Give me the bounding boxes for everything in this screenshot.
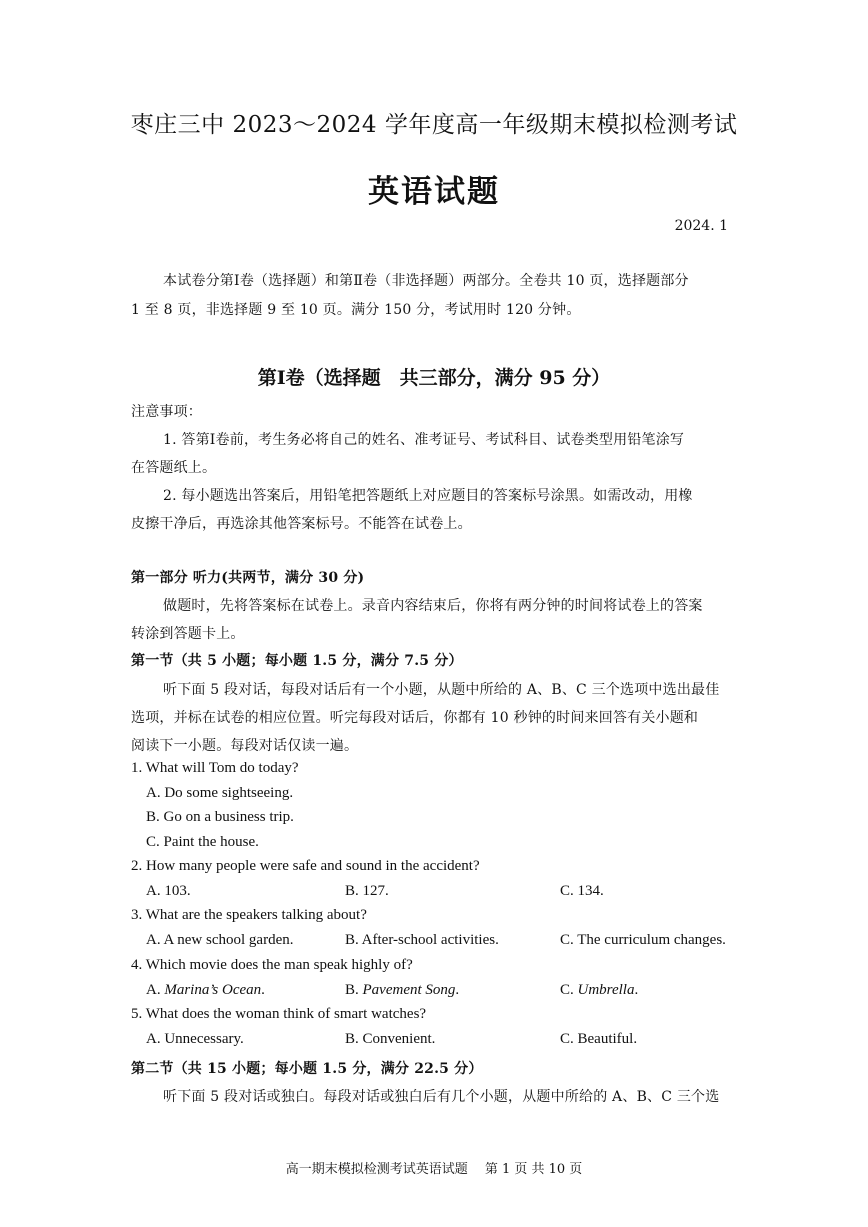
subject-title: 英语试题 bbox=[368, 174, 500, 210]
question-1-option-a: A. Do some sightseeing. bbox=[146, 785, 294, 801]
exam-date: 2024. 1 bbox=[674, 218, 728, 234]
question-2-stem: 2. How many people were safe and sound in the accident? bbox=[131, 858, 480, 874]
question-3-option-b: B. After-school activities. bbox=[345, 932, 499, 948]
part-1-instruction-line-1: 做题时，先将答案标在试卷上。录音内容结束后，你将有两分钟的时间将试卷上的答案 bbox=[163, 598, 703, 614]
notice-1-line-2: 在答题纸上。 bbox=[131, 460, 217, 476]
section-2-instruction-line-1: 听下面 5 段对话或独白。每段对话或独白后有几个小题，从题中所给的 A、B、C 三个选 bbox=[163, 1089, 720, 1105]
question-2-option-c: C. 134. bbox=[560, 883, 604, 899]
question-5-option-b: B. Convenient. bbox=[345, 1031, 436, 1047]
question-1-stem: 1. What will Tom do today? bbox=[131, 760, 299, 776]
question-5-option-a: A. Unnecessary. bbox=[146, 1031, 244, 1047]
intro-line-2: 1 至 8 页，非选择题 9 至 10 页。满分 150 分，考试用时 120 分钟。 bbox=[131, 302, 581, 318]
question-4-stem: 4. Which movie does the man speak highly of? bbox=[131, 957, 413, 973]
question-4-option-c: C. Umbrella. bbox=[560, 982, 639, 998]
exam-title: 枣庄三中 2023～2024 学年度高一年级期末模拟检测考试 bbox=[130, 112, 738, 138]
section-1-instruction-line-3: 阅读下一小题。每段对话仅读一遍。 bbox=[131, 738, 359, 754]
section-1-title: 第一节（共 5 小题；每小题 1.5 分，满分 7.5 分） bbox=[131, 653, 463, 669]
question-3-option-c: C. The curriculum changes. bbox=[560, 932, 726, 948]
question-5-option-c: C. Beautiful. bbox=[560, 1031, 638, 1047]
question-2-option-a: A. 103. bbox=[146, 883, 191, 899]
question-5-stem: 5. What does the woman think of smart watches? bbox=[131, 1006, 427, 1022]
question-3-option-a: A. A new school garden. bbox=[146, 932, 294, 948]
section-1-instruction-line-1: 听下面 5 段对话，每段对话后有一个小题，从题中所给的 A、B、C 三个选项中选出最佳 bbox=[163, 682, 720, 698]
question-4-option-b: B. Pavement Song. bbox=[345, 982, 460, 998]
notice-label: 注意事项： bbox=[131, 404, 202, 420]
section-2-title: 第二节（共 15 小题；每小题 1.5 分，满分 22.5 分） bbox=[131, 1061, 483, 1077]
part-1-instruction-line-2: 转涂到答题卡上。 bbox=[131, 626, 245, 642]
page-footer: 高一期末模拟检测考试英语试题 第 1 页 共 10 页 bbox=[285, 1162, 583, 1177]
question-3-stem: 3. What are the speakers talking about? bbox=[131, 907, 367, 923]
volume-1-title: 第Ⅰ卷（选择题 共三部分，满分 95 分） bbox=[257, 367, 611, 389]
question-4-option-a: A. Marina’s Ocean. bbox=[146, 982, 265, 998]
notice-1-line-1: 1. 答第Ⅰ卷前，考生务必将自己的姓名、准考证号、考试科目、试卷类型用铅笔涂写 bbox=[163, 432, 685, 448]
section-1-instruction-line-2: 选项，并标在试卷的相应位置。听完每段对话后，你都有 10 秒钟的时间来回答有关小题和 bbox=[131, 710, 699, 726]
part-1-title: 第一部分 听力(共两节，满分 30 分) bbox=[131, 570, 365, 586]
notice-2-line-1: 2. 每小题选出答案后，用铅笔把答题纸上对应题目的答案标号涂黑。如需改动，用橡 bbox=[163, 488, 693, 504]
question-2-option-b: B. 127. bbox=[345, 883, 389, 899]
question-1-option-c: C. Paint the house. bbox=[146, 834, 259, 850]
intro-line-1: 本试卷分第Ⅰ卷（选择题）和第Ⅱ卷（非选择题）两部分。全卷共 10 页，选择题部分 bbox=[163, 273, 689, 289]
question-1-option-b: B. Go on a business trip. bbox=[146, 809, 294, 825]
notice-2-line-2: 皮擦干净后，再选涂其他答案标号。不能答在试卷上。 bbox=[131, 516, 472, 532]
